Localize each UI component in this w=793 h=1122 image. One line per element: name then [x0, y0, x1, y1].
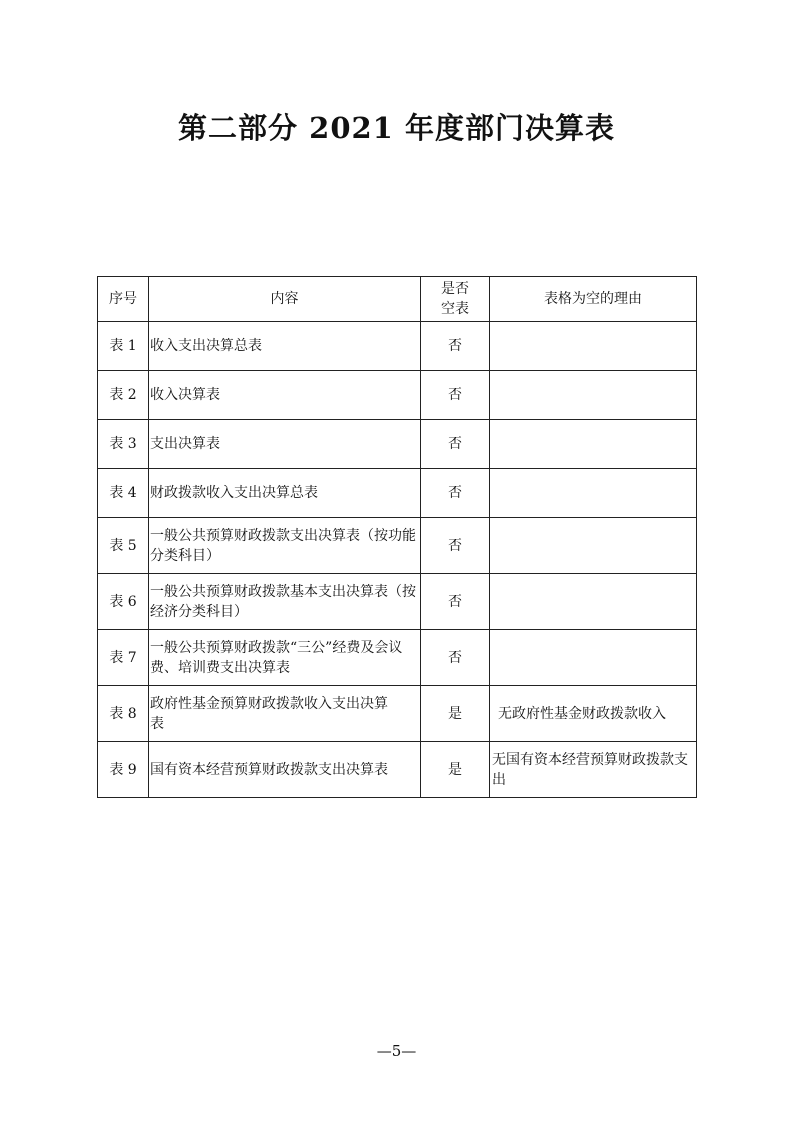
row-reason: [490, 630, 697, 686]
row-content: 国有资本经营预算财政拨款支出决算表: [149, 742, 421, 798]
table-row: [98, 420, 697, 469]
row-reason: [490, 420, 697, 469]
row-no: 表 4: [98, 469, 149, 518]
row-content: 一般公共预算财政拨款基本支出决算表（按经济分类科目）: [149, 574, 421, 630]
table-row: [98, 371, 697, 420]
budget-tables-index: [97, 276, 697, 798]
table-row: [98, 630, 697, 686]
row-is-empty: 否: [421, 518, 490, 574]
row-content: [149, 686, 421, 742]
row-reason: 无国有资本经营预算财政拨款支出: [490, 742, 697, 798]
row-is-empty: 是: [421, 742, 490, 798]
row-no: 表 1: [98, 322, 149, 371]
table-row: [98, 518, 697, 574]
row-content: 收入支出决算总表: [149, 322, 421, 371]
table-row: [98, 469, 697, 518]
table-row: [98, 574, 697, 630]
row-content: 一般公共预算财政拨款支出决算表（按功能分类科目）: [149, 518, 421, 574]
page-number: —5—: [376, 1042, 417, 1060]
row-content: 一般公共预算财政拨款“三公”经费及会议费、培训费支出决算表: [149, 630, 421, 686]
row-is-empty: 否: [421, 630, 490, 686]
row-is-empty: 否: [421, 469, 490, 518]
row-reason: 无政府性基金财政拨款收入: [490, 686, 697, 742]
row-reason: [490, 322, 697, 371]
header-content: 内容: [149, 277, 421, 322]
row-no: 表 3: [98, 420, 149, 469]
row-is-empty: 是: [421, 686, 490, 742]
row-no: 表 6: [98, 574, 149, 630]
table-header-row: [98, 277, 697, 322]
row-is-empty: 否: [421, 574, 490, 630]
row-content: 支出决算表: [149, 420, 421, 469]
row-no: 表 5: [98, 518, 149, 574]
row-no: 表 2: [98, 371, 149, 420]
row-content-text: 政府性基金预算财政拨款收入支出决算表: [150, 695, 388, 732]
row-reason: [490, 518, 697, 574]
row-is-empty: 否: [421, 420, 490, 469]
table-row: [98, 322, 697, 371]
row-no: 表 8: [98, 686, 149, 742]
row-reason: [490, 469, 697, 518]
row-reason: [490, 574, 697, 630]
table-row: [98, 742, 697, 798]
row-content: 收入决算表: [149, 371, 421, 420]
row-no: 表 9: [98, 742, 149, 798]
header-is-empty: [421, 277, 490, 322]
row-is-empty: 否: [421, 371, 490, 420]
row-content: 财政拨款收入支出决算总表: [149, 469, 421, 518]
page-title: 第二部分 2021 年度部门决算表: [178, 111, 615, 145]
row-no: 表 7: [98, 630, 149, 686]
header-no: 序号: [98, 277, 149, 322]
header-reason: 表格为空的理由: [490, 277, 697, 322]
header-is-empty-text: 是否空表: [441, 281, 469, 317]
table-row: [98, 686, 697, 742]
row-is-empty: 否: [421, 322, 490, 371]
row-reason: [490, 371, 697, 420]
